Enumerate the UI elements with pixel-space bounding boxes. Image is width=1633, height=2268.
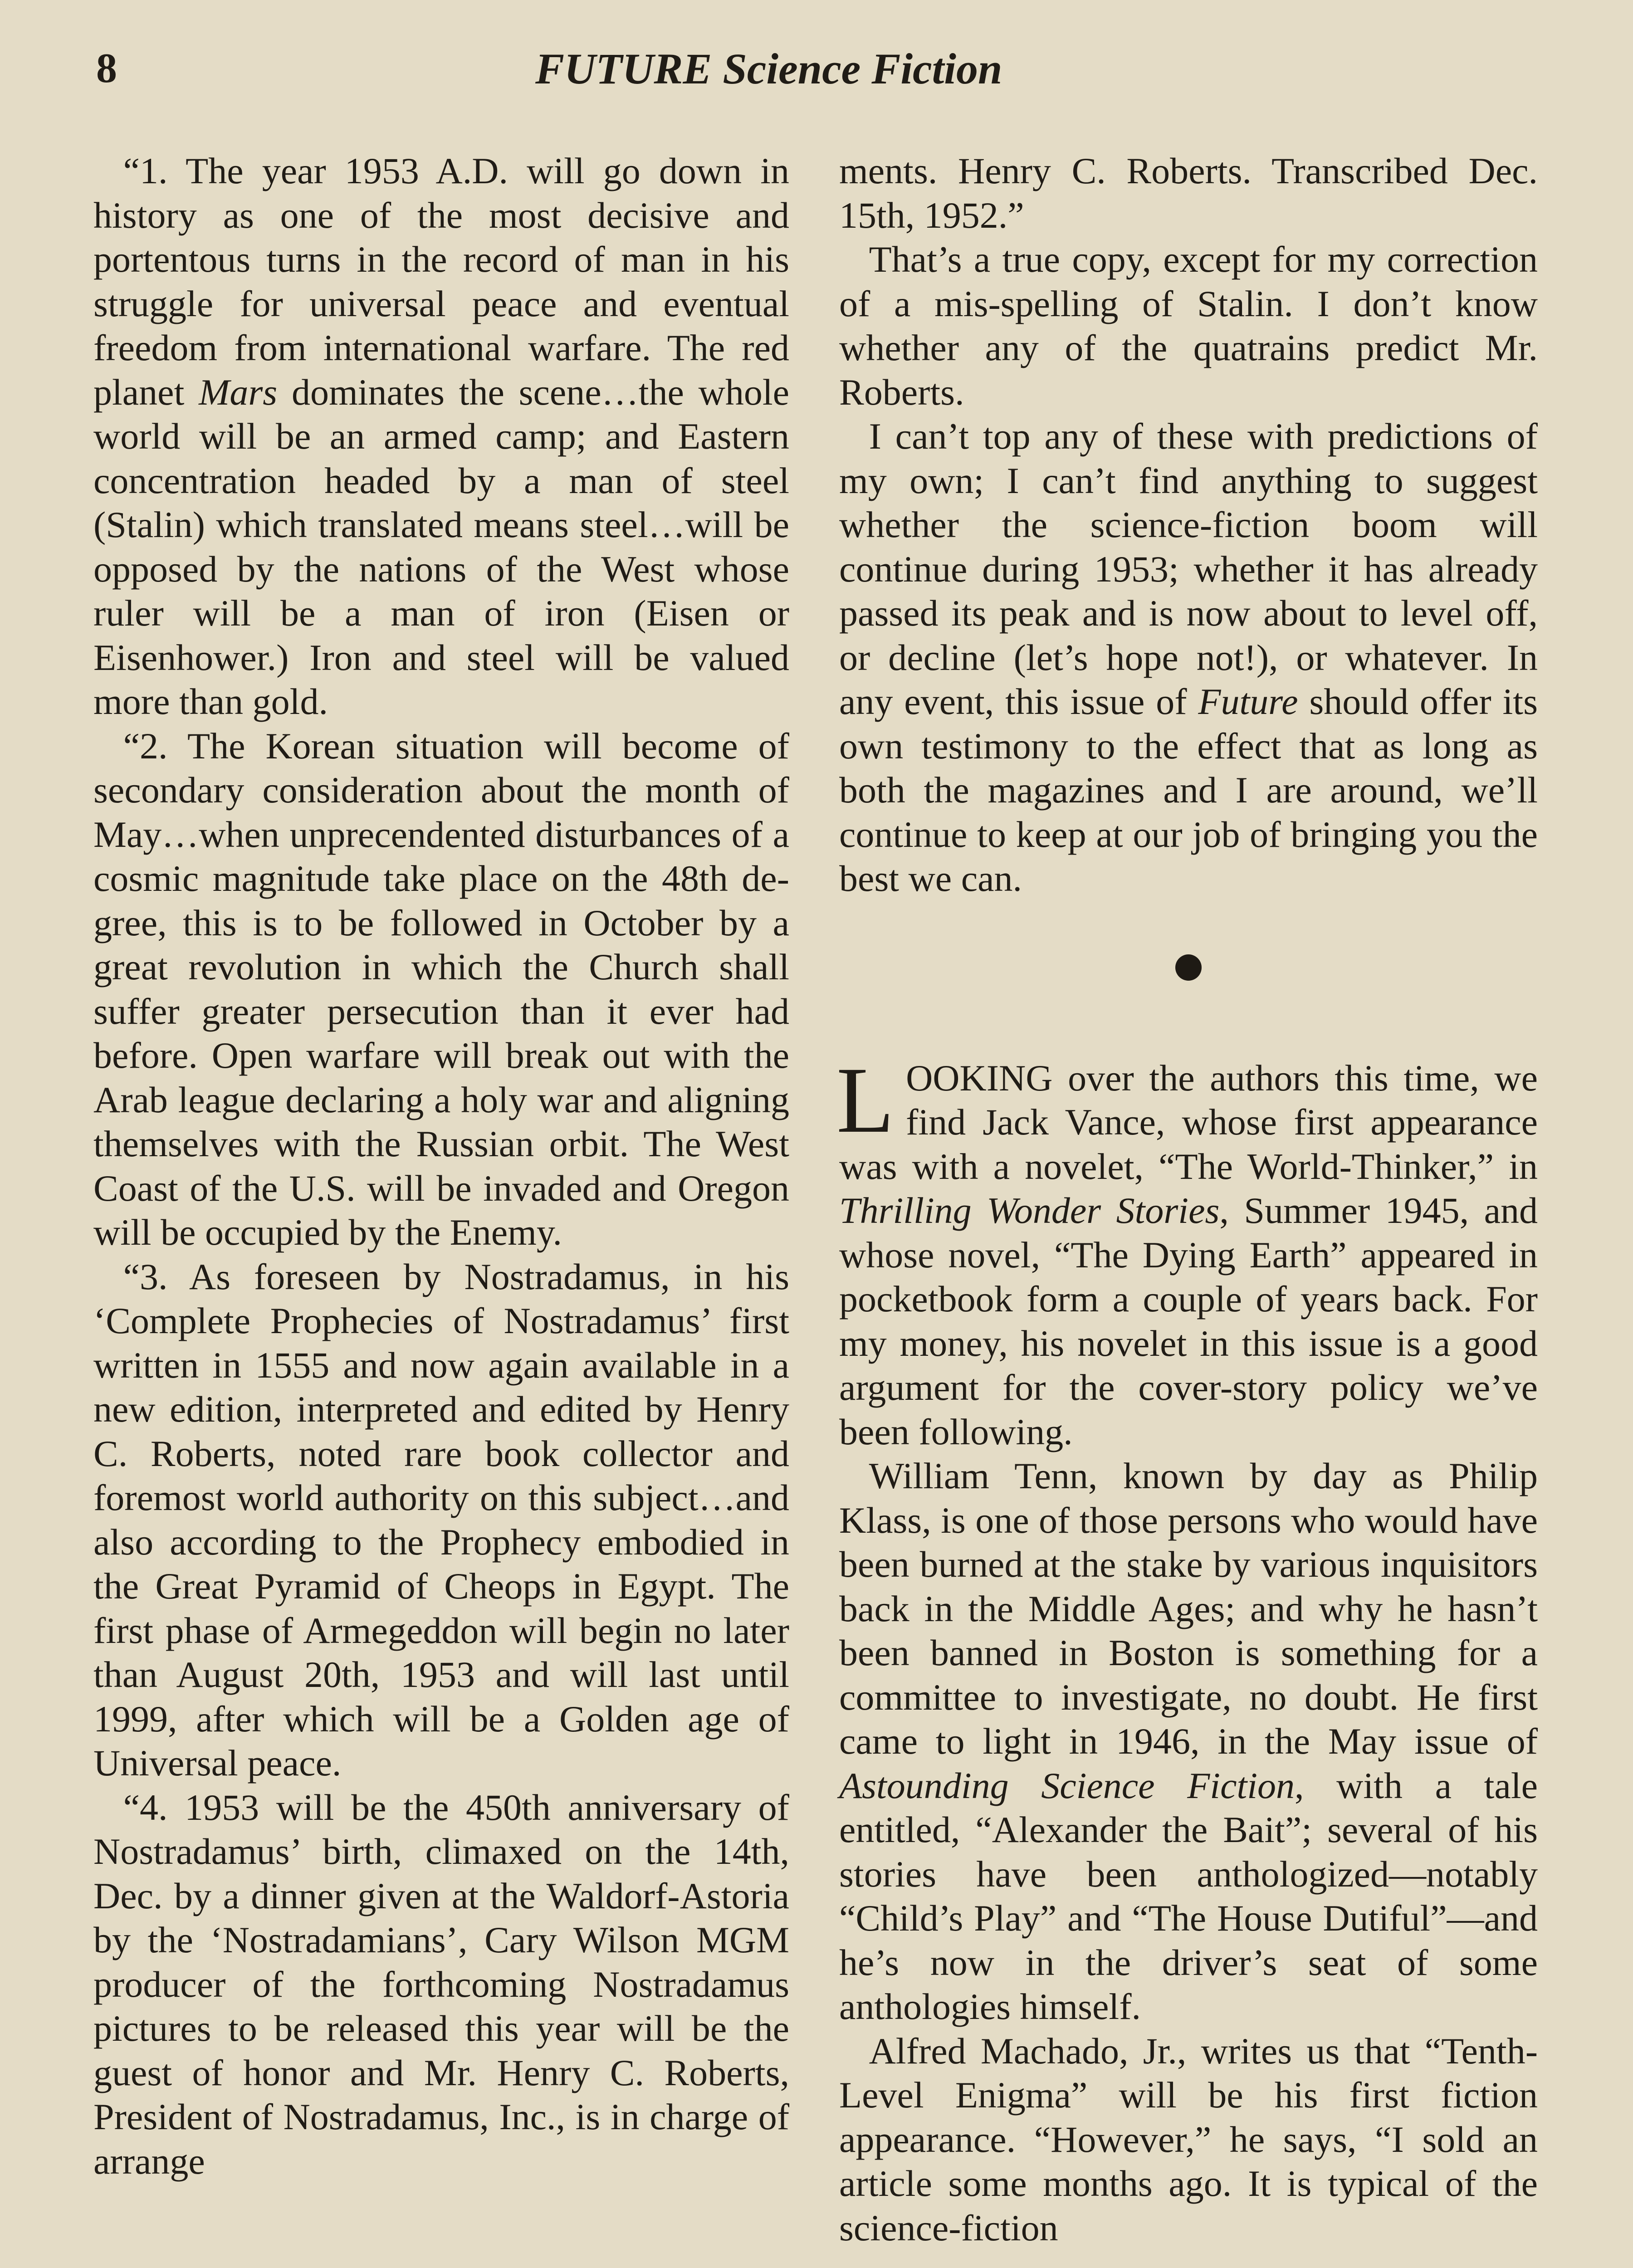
paragraph-alfred-machado: Alfred Machado, Jr., writes us that “Tenth-Level Enigma” will be his first fiction appearance. “However,” he says, “I sold an article some months ago. It is typical of the science-fiction xyxy=(839,2030,1538,2248)
section-break-dot xyxy=(1175,954,1202,981)
paragraph-prediction-3: “3. As foreseen by Nostradamus, in his ‘Complete Prophecies of Nostradamus’ first written in 1555 and now again available in a new edition, interpreted and edited by Henry C. Roberts, noted rare book collector and foremost world authority on this subject…and also according to the Prophecy embodied in the Great Pyramid of Cheops in Egypt. The first phase of Armegeddon will begin no later than August 20th, 1953 and will last until 1999, after which will be a Golden age of Universal peace. xyxy=(93,1256,789,1784)
paragraph-prediction-2: “2. The Korean situation will become of secondary consideration about the month of May…when unprecendented disturbances of a cosmic magnitude take place on the 48th degree, this is to be followed in October by a great revolution in which the Church shall suffer greater persecution than it ever had before. Open warfare will break out with the Arab league declaring a holy war and aligning themselves with the Russian orbit. The West Coast of the U.S. will be invaded and Oregon will be occupied by the Enemy. xyxy=(93,725,789,1253)
italic-text: Thrilling Wonder Stories xyxy=(839,1190,1220,1231)
italic-text: Future xyxy=(1198,681,1298,722)
running-header-title: FUTURE Science Fiction xyxy=(535,44,1002,93)
paragraph-true-copy: That’s a true copy, except for my correction of a mis-spelling of Stalin. I don’t know whether any of the quatrains predict Mr. Roberts. xyxy=(839,239,1538,413)
text-run: should offer its own testimony to the effect that as long as both the magazines and I are around, we’ll continue to keep at our job of bringing you the best we can. xyxy=(839,681,1538,899)
drop-cap: L xyxy=(836,1047,895,1152)
paragraph-prediction-1 xyxy=(93,149,789,724)
text-run: , with a tale entitled, “Alexander the Bait”; several of his stories have been anthologized—notably “Child’s Play” and “The House Dutiful”—and he’s now in the driver’s seat of some anthologies himself. xyxy=(839,1765,1538,2027)
small-caps-word: OOKING xyxy=(906,1057,1053,1099)
text-run: “1. The year 1953 A.D. will go down in history as one of the most decisive and portentous turns in the record of man in his struggle for universal peace and eventual freedom from international warfare. The red planet xyxy=(93,150,789,413)
right-column xyxy=(836,149,1538,2250)
text-run: William Tenn, known by day as Philip Klass, is one of those persons who would have been burned at the stake by various inquisitors back in the Middle Ages; and why he hasn’t been banned in Boston is something for a committee to investigate, no doubt. He first came to light in 1946, in the May issue of xyxy=(839,1455,1538,1762)
left-column xyxy=(93,149,789,2183)
paragraph-authors xyxy=(836,1047,1538,1454)
page-number: 8 xyxy=(96,45,117,91)
paragraph-predictions xyxy=(839,414,1538,901)
text-run: I can’t top any of these with predictions of my own; I can’t find anything to suggest whether the science-fiction boom will continue during 1953; whether it has already passed its peak and is now about to level off, or decline (let’s hope not!), or whatever. In any event, this issue of xyxy=(839,415,1538,722)
text-run: , Summer 1945, and whose novel, “The Dying Earth” appeared in pocketbook form a couple of years back. For my money, his novelet in this issue is a good argument for the cover-story policy we’ve been following. xyxy=(839,1190,1538,1452)
paragraph-william-tenn xyxy=(839,1454,1538,2029)
text-run: dominates the scene…the whole world will be an armed camp; and Eastern concentration headed by a man of steel (Stalin) which translated means steel…will be opposed by the nations of the West whose ruler will be a man of iron (Eisen or Eisenhower.) Iron and steel will be valued more than gold. xyxy=(93,371,789,722)
italic-text: Astounding Science Fiction xyxy=(839,1765,1295,1806)
italic-text: Mars xyxy=(199,371,278,413)
paragraph-continued: ments. Henry C. Roberts. Transcribed Dec. 15th, 1952.” xyxy=(839,150,1538,236)
paragraph-prediction-4: “4. 1953 will be the 450th anniversary of Nostradamus’ birth, climaxed on the 14th, Dec. by a dinner given at the Waldorf-Astoria by the ‘Nostradamians’, Cary Wilson MGM producer of the forthcoming Nostradamus pictures to be released this year will be the guest of honor and Mr. Henry C. Roberts, President of Nostradamus, Inc., is in charge of arrange xyxy=(93,1786,789,2182)
text-run: over the authors this time, we find Jack Vance, whose first appearance was with a novelet, “The World-Thinker,” in xyxy=(839,1057,1538,1187)
